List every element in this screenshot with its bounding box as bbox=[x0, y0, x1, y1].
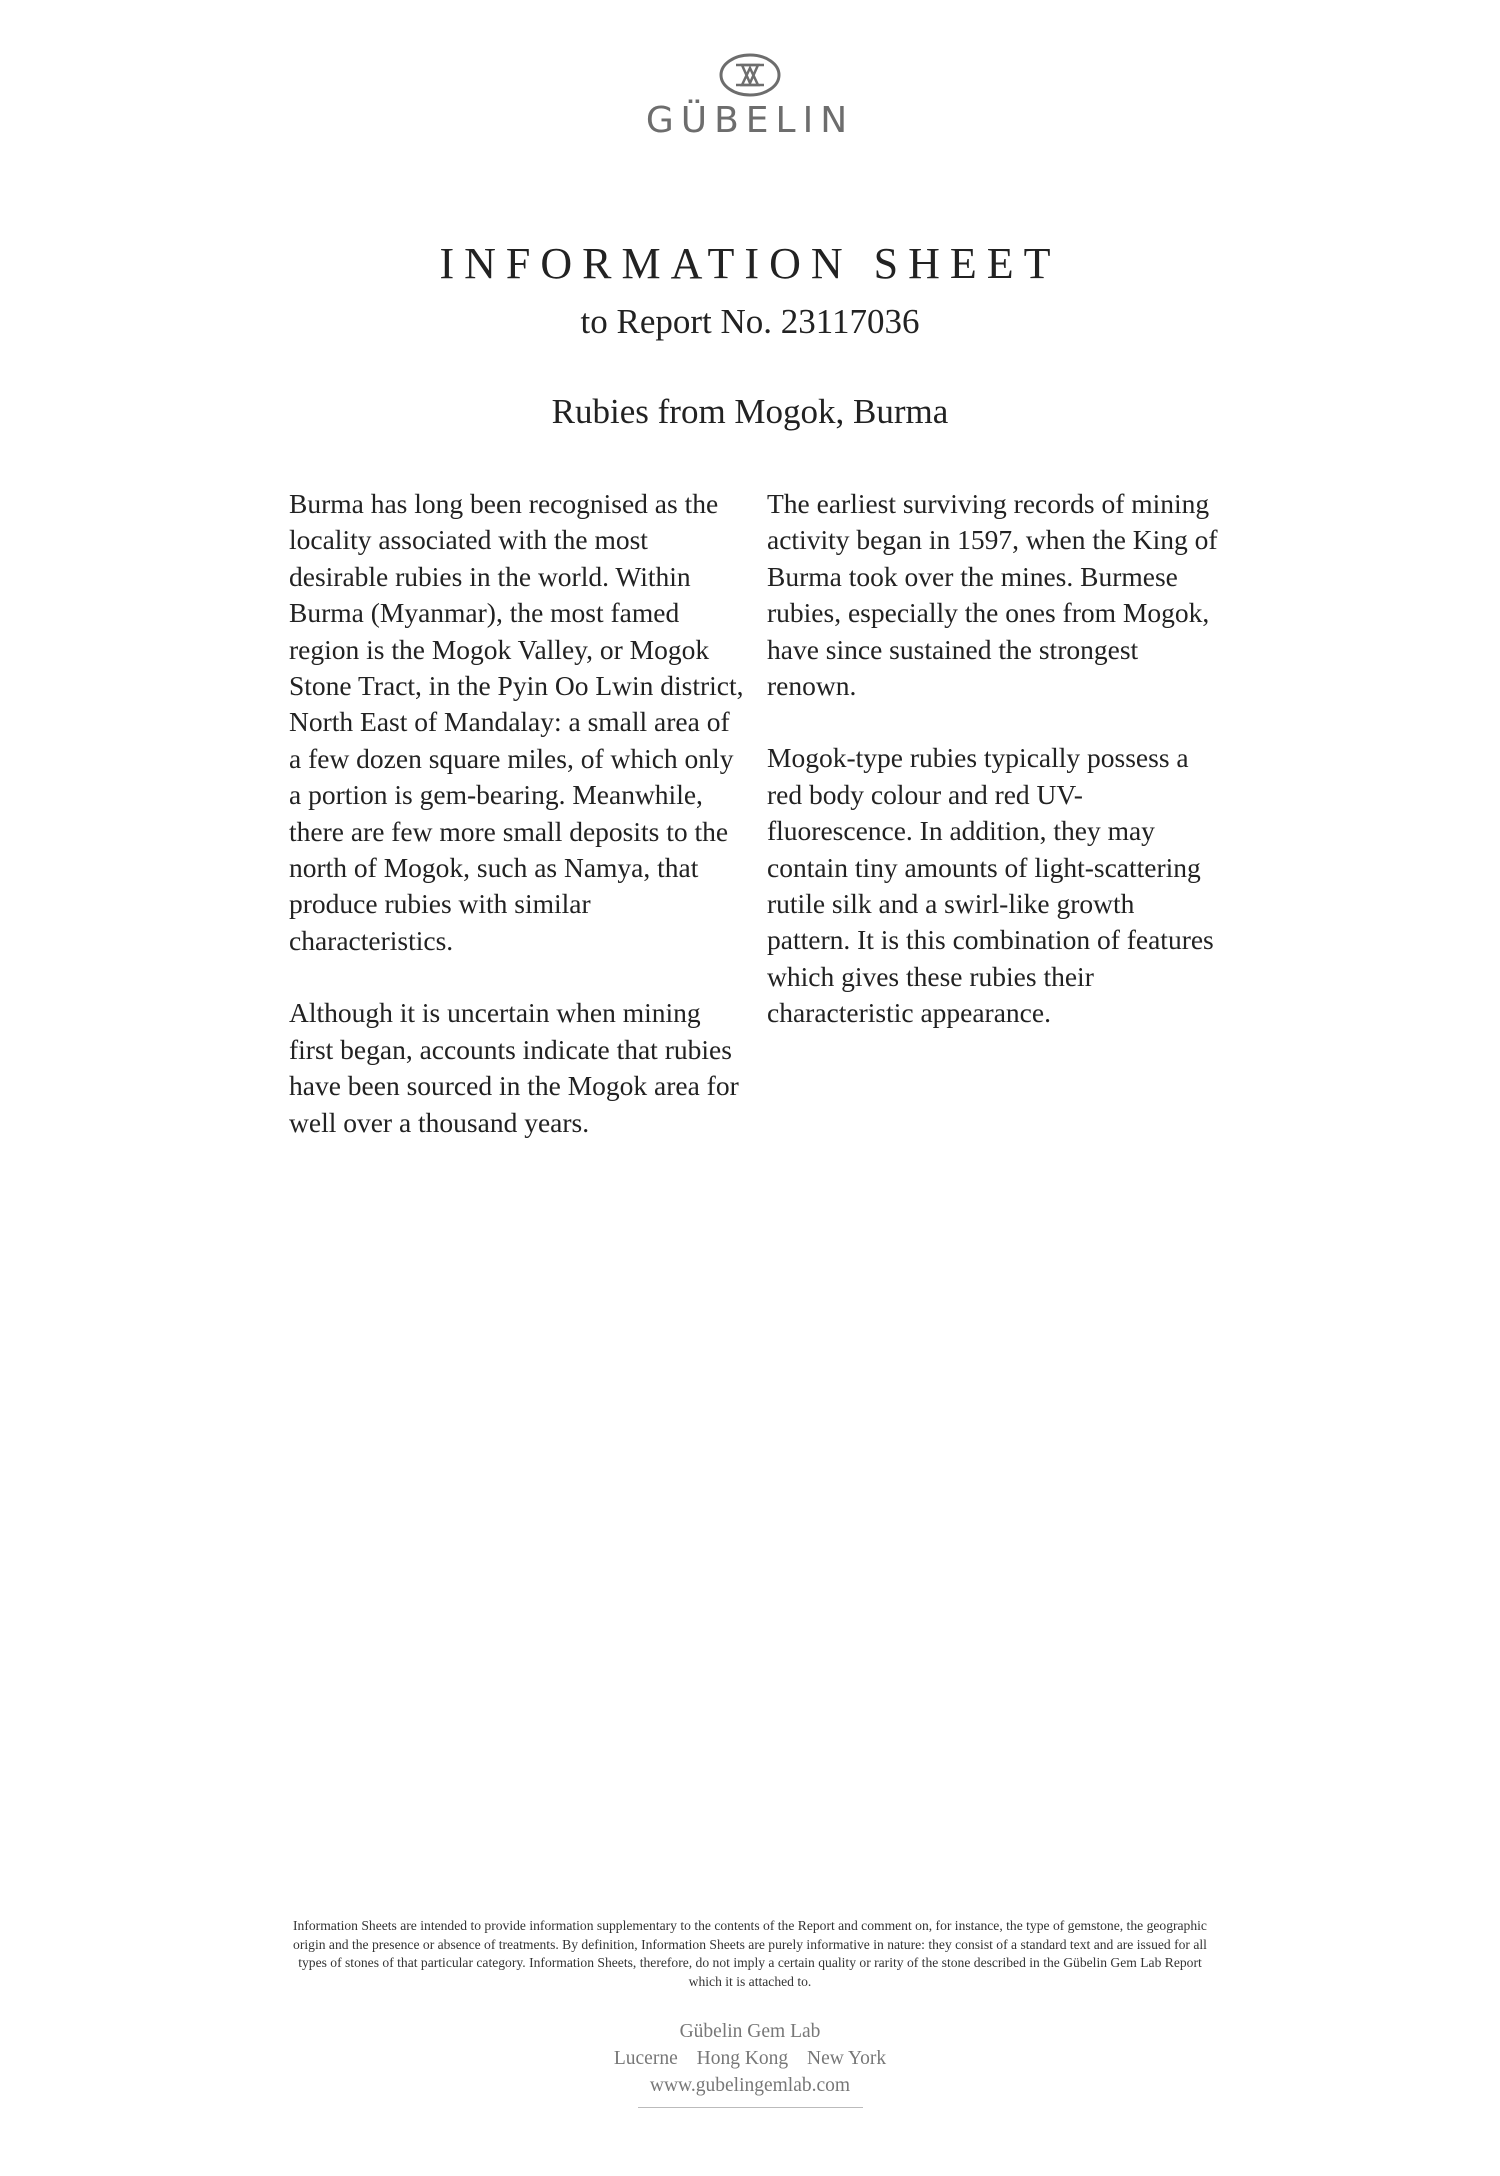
document-title: INFORMATION SHEET bbox=[439, 239, 1061, 288]
city: Hong Kong bbox=[696, 2048, 789, 2069]
footer-divider bbox=[638, 2107, 863, 2108]
disclaimer: Information Sheets are intended to provide information supplementary to the contents of the Report and comment on, for instance, the type of gemstone, the geographic origin and the presence or absence of treatments. By definition, Information Sheets are purely informative in nature: they consist of a standard text and are issued for all types of stones of that particular category. Information Sheets, therefore, do not imply a certain quality or rarity of the stone described in the Gübelin Gem Lab Report which it is attached to. bbox=[293, 1918, 1207, 1989]
paragraph: The earliest surviving records of mining activity began in 1597, when the King of Burma took over the mines. Burmese rubies, especially the ones from Mogok, have since sustained the strongest renown. bbox=[767, 488, 1218, 702]
website-link[interactable]: www.gubelingemlab.com bbox=[649, 2075, 851, 2096]
stone-heading: Rubies from Mogok, Burma bbox=[551, 392, 949, 431]
city: New York bbox=[807, 2048, 887, 2069]
city-list bbox=[0, 2045, 1500, 2072]
paragraph: Although it is uncertain when mining first began, accounts indicate that rubies have been sourced in the Mogok area for well over a thousand years. bbox=[289, 997, 739, 1138]
logo bbox=[0, 52, 1500, 141]
paragraph: Burma has long been recognised as the locality associated with the most desirable rubies in the world. Within Burma (Myanmar), the most famed region is the Mogok Valley, or Mogok Stone Tract, in the Pyin Oo Lwin district, North East of Mandalay: a small area of a few dozen square miles, of which only a portion is gem-bearing. Meanwhile, there are few more small deposits to the north of Mogok, such as Namya, that produce rubies with similar characteristics. bbox=[289, 488, 744, 956]
lab-name: Gübelin Gem Lab bbox=[679, 2021, 821, 2042]
paragraph: Mogok-type rubies typically possess a red body colour and red UV-fluorescence. In addition, they may contain tiny amounts of light-scattering rutile silk and a swirl-like growth pattern. It is this combination of features which gives these rubies their characteristic appearance. bbox=[767, 742, 1214, 1029]
right-column bbox=[767, 486, 1222, 1068]
gubelin-emblem-icon bbox=[718, 52, 782, 98]
left-column bbox=[289, 486, 744, 1177]
footer bbox=[0, 2018, 1500, 2108]
brand-name: GÜBELIN bbox=[645, 100, 855, 141]
report-number: to Report No. 23117036 bbox=[580, 302, 920, 341]
city: Lucerne bbox=[613, 2048, 678, 2069]
